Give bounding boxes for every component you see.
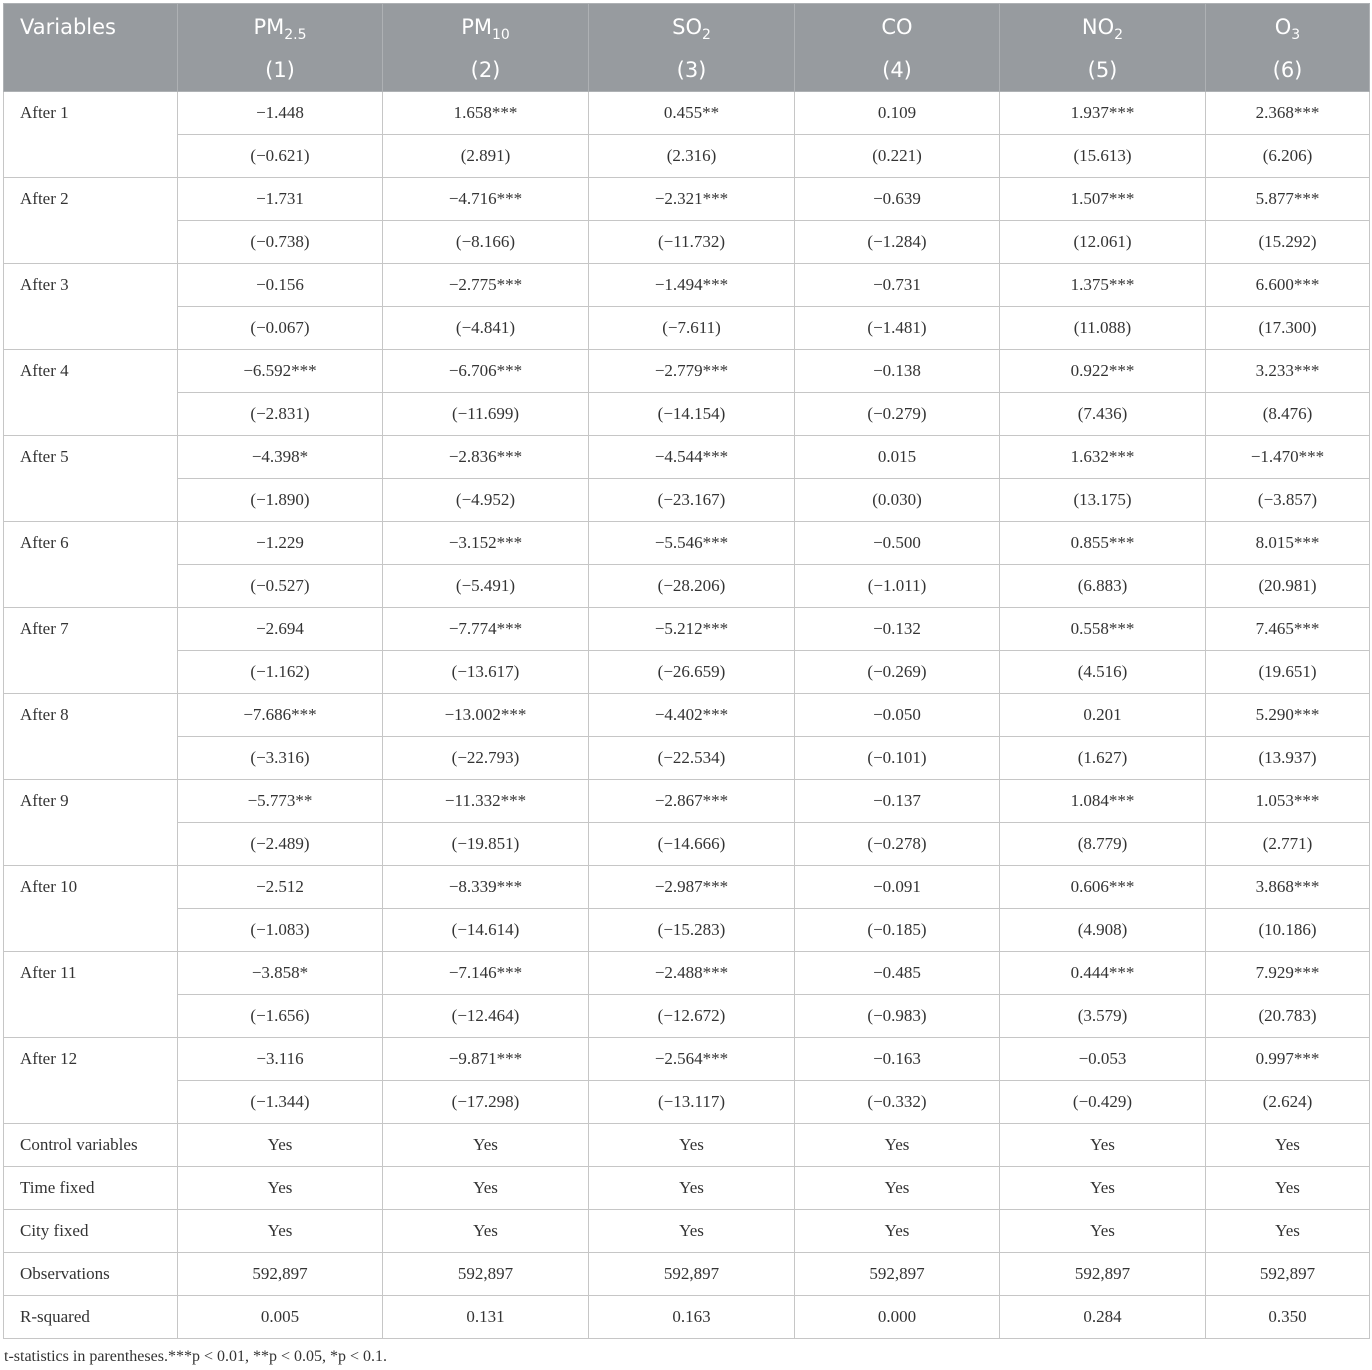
coefficient-row	[4, 952, 1370, 995]
row-label	[4, 651, 178, 694]
table-cell: 3.233***	[1206, 350, 1370, 393]
row-label: After 3	[4, 264, 178, 307]
table-cell: (−1.083)	[178, 909, 383, 952]
summary-row	[4, 1124, 1370, 1167]
table-cell: 6.600***	[1206, 264, 1370, 307]
table-cell: Yes	[589, 1210, 795, 1253]
table-cell: (−15.283)	[589, 909, 795, 952]
table-cell: (−22.793)	[383, 737, 589, 780]
table-cell: (3.579)	[1000, 995, 1206, 1038]
table-cell: 592,897	[383, 1253, 589, 1296]
table-cell: −0.132	[795, 608, 1000, 651]
t-statistic-row	[4, 393, 1370, 436]
pollutant-subscript: 2.5	[284, 26, 307, 43]
table-cell: (−13.117)	[589, 1081, 795, 1124]
row-label: Time fixed	[4, 1167, 178, 1210]
pollutant-name: PM	[253, 14, 285, 39]
summary-row	[4, 1296, 1370, 1339]
table-cell: −2.564***	[589, 1038, 795, 1081]
column-header-pollutant	[589, 4, 795, 50]
table-cell: (−23.167)	[589, 479, 795, 522]
table-cell: (−1.344)	[178, 1081, 383, 1124]
pollutant-name: SO	[672, 14, 702, 39]
table-cell: (15.613)	[1000, 135, 1206, 178]
t-statistic-row	[4, 823, 1370, 866]
column-number: (5)	[1000, 49, 1206, 92]
table-cell: (11.088)	[1000, 307, 1206, 350]
row-label	[4, 909, 178, 952]
table-body	[4, 92, 1370, 1339]
table-cell: (−0.101)	[795, 737, 1000, 780]
table-cell: (−0.332)	[795, 1081, 1000, 1124]
table-cell: 0.284	[1000, 1296, 1206, 1339]
table-cell: −7.774***	[383, 608, 589, 651]
table-cell: −2.694	[178, 608, 383, 651]
table-cell: (−0.067)	[178, 307, 383, 350]
table-cell: −0.138	[795, 350, 1000, 393]
table-cell: (−1.162)	[178, 651, 383, 694]
t-statistic-row	[4, 479, 1370, 522]
table-cell: (−1.481)	[795, 307, 1000, 350]
coefficient-row	[4, 178, 1370, 221]
table-cell: (−13.617)	[383, 651, 589, 694]
table-cell: (−5.491)	[383, 565, 589, 608]
table-cell: Yes	[178, 1124, 383, 1167]
table-cell: 1.375***	[1000, 264, 1206, 307]
table-cell: (−3.857)	[1206, 479, 1370, 522]
table-cell: (2.771)	[1206, 823, 1370, 866]
table-cell: (−12.464)	[383, 995, 589, 1038]
table-cell: −8.339***	[383, 866, 589, 909]
row-label	[4, 221, 178, 264]
table-cell: (−0.279)	[795, 393, 1000, 436]
table-cell: −11.332***	[383, 780, 589, 823]
table-cell: −3.152***	[383, 522, 589, 565]
table-cell: Yes	[1206, 1210, 1370, 1253]
table-cell: −1.731	[178, 178, 383, 221]
table-cell: (−8.166)	[383, 221, 589, 264]
table-cell: (−14.154)	[589, 393, 795, 436]
table-cell: −5.546***	[589, 522, 795, 565]
row-label: After 2	[4, 178, 178, 221]
row-label: Observations	[4, 1253, 178, 1296]
table-cell: −2.321***	[589, 178, 795, 221]
pollutant-name: O	[1274, 14, 1292, 39]
table-cell: −0.091	[795, 866, 1000, 909]
table-cell: 0.015	[795, 436, 1000, 479]
table-cell: 592,897	[1000, 1253, 1206, 1296]
coefficient-row	[4, 1038, 1370, 1081]
table-cell: 0.444***	[1000, 952, 1206, 995]
table-cell: Yes	[795, 1210, 1000, 1253]
table-cell: (−7.611)	[589, 307, 795, 350]
table-cell: 592,897	[589, 1253, 795, 1296]
pollutant-subscript: 2	[1114, 26, 1124, 43]
t-statistic-row	[4, 565, 1370, 608]
table-cell: (−0.527)	[178, 565, 383, 608]
table-cell: 1.632***	[1000, 436, 1206, 479]
table-cell: −4.716***	[383, 178, 589, 221]
table-cell: 0.855***	[1000, 522, 1206, 565]
variables-header: Variables	[4, 4, 178, 50]
table-cell: (−0.185)	[795, 909, 1000, 952]
table-cell: Yes	[1206, 1124, 1370, 1167]
table-cell: −0.163	[795, 1038, 1000, 1081]
table-cell: (−17.298)	[383, 1081, 589, 1124]
table-cell: 592,897	[1206, 1253, 1370, 1296]
row-label	[4, 565, 178, 608]
table-cell: (8.476)	[1206, 393, 1370, 436]
table-cell: 3.868***	[1206, 866, 1370, 909]
coefficient-row	[4, 522, 1370, 565]
column-header-pollutant	[1206, 4, 1370, 50]
row-label: City fixed	[4, 1210, 178, 1253]
table-cell: (13.175)	[1000, 479, 1206, 522]
coefficient-row	[4, 264, 1370, 307]
table-cell: −3.858*	[178, 952, 383, 995]
table-cell: −2.779***	[589, 350, 795, 393]
table-cell: 592,897	[178, 1253, 383, 1296]
coefficient-row	[4, 436, 1370, 479]
row-label	[4, 995, 178, 1038]
table-cell: −4.398*	[178, 436, 383, 479]
table-cell: (20.783)	[1206, 995, 1370, 1038]
column-number: (6)	[1206, 49, 1370, 92]
table-cell: (−1.656)	[178, 995, 383, 1038]
table-cell: Yes	[1000, 1210, 1206, 1253]
table-cell: Yes	[178, 1210, 383, 1253]
column-number: (3)	[589, 49, 795, 92]
table-cell: 1.507***	[1000, 178, 1206, 221]
row-label	[4, 135, 178, 178]
row-label: After 7	[4, 608, 178, 651]
table-cell: −3.116	[178, 1038, 383, 1081]
table-cell: −2.488***	[589, 952, 795, 995]
table-cell: Yes	[589, 1167, 795, 1210]
table-cell: −5.212***	[589, 608, 795, 651]
table-cell: −0.156	[178, 264, 383, 307]
table-cell: (2.624)	[1206, 1081, 1370, 1124]
table-cell: (1.627)	[1000, 737, 1206, 780]
table-cell: −6.592***	[178, 350, 383, 393]
table-cell: −1.229	[178, 522, 383, 565]
table-cell: 0.350	[1206, 1296, 1370, 1339]
table-cell: (−0.738)	[178, 221, 383, 264]
table-cell: (−3.316)	[178, 737, 383, 780]
table-cell: −7.686***	[178, 694, 383, 737]
table-cell: Yes	[795, 1124, 1000, 1167]
table-cell: (−0.983)	[795, 995, 1000, 1038]
table-cell: (2.316)	[589, 135, 795, 178]
table-cell: (−12.672)	[589, 995, 795, 1038]
table-cell: Yes	[178, 1167, 383, 1210]
row-label	[4, 737, 178, 780]
table-cell: 0.109	[795, 92, 1000, 135]
t-statistic-row	[4, 651, 1370, 694]
table-cell: 0.922***	[1000, 350, 1206, 393]
table-cell: −7.146***	[383, 952, 589, 995]
summary-row	[4, 1253, 1370, 1296]
table-cell: 0.558***	[1000, 608, 1206, 651]
table-cell: (−0.269)	[795, 651, 1000, 694]
table-cell: Yes	[795, 1167, 1000, 1210]
table-cell: −5.773**	[178, 780, 383, 823]
table-cell: (10.186)	[1206, 909, 1370, 952]
coefficient-row	[4, 608, 1370, 651]
table-cell: Yes	[1000, 1124, 1206, 1167]
table-cell: −2.836***	[383, 436, 589, 479]
table-cell: (4.516)	[1000, 651, 1206, 694]
coefficient-row	[4, 350, 1370, 393]
table-cell: (6.206)	[1206, 135, 1370, 178]
row-label	[4, 1081, 178, 1124]
table-header	[4, 4, 1370, 92]
table-cell: −0.053	[1000, 1038, 1206, 1081]
table-cell: 0.000	[795, 1296, 1000, 1339]
table-cell: Yes	[383, 1124, 589, 1167]
table-cell: (−28.206)	[589, 565, 795, 608]
t-statistic-row	[4, 1081, 1370, 1124]
table-cell: 2.368***	[1206, 92, 1370, 135]
table-cell: 0.606***	[1000, 866, 1206, 909]
pollutant-subscript: 3	[1291, 26, 1301, 43]
table-cell: 592,897	[795, 1253, 1000, 1296]
pollutant-name: NO	[1081, 14, 1115, 39]
table-cell: 0.455**	[589, 92, 795, 135]
row-label: After 4	[4, 350, 178, 393]
table-cell: (−22.534)	[589, 737, 795, 780]
row-label: After 5	[4, 436, 178, 479]
pollutant-name: PM	[461, 14, 492, 39]
row-label	[4, 393, 178, 436]
table-cell: (19.651)	[1206, 651, 1370, 694]
table-cell: (−19.851)	[383, 823, 589, 866]
table-cell: −9.871***	[383, 1038, 589, 1081]
table-cell: 7.929***	[1206, 952, 1370, 995]
table-cell: Yes	[383, 1167, 589, 1210]
table-cell: Yes	[1000, 1167, 1206, 1210]
table-cell: −6.706***	[383, 350, 589, 393]
regression-table	[3, 3, 1370, 1339]
table-cell: (−4.841)	[383, 307, 589, 350]
pollutant-subscript: 2	[701, 26, 711, 43]
row-label: R-squared	[4, 1296, 178, 1339]
table-cell: (−26.659)	[589, 651, 795, 694]
table-cell: 0.201	[1000, 694, 1206, 737]
row-label: After 6	[4, 522, 178, 565]
column-header-pollutant	[795, 4, 1000, 50]
column-number: (1)	[178, 49, 383, 92]
pollutant-name: CO	[881, 14, 913, 39]
pollutant-subscript: 10	[491, 26, 510, 43]
table-cell: (−11.732)	[589, 221, 795, 264]
row-label	[4, 307, 178, 350]
table-cell: (−2.831)	[178, 393, 383, 436]
table-cell: 5.877***	[1206, 178, 1370, 221]
row-label: After 12	[4, 1038, 178, 1081]
table-cell: (17.300)	[1206, 307, 1370, 350]
coefficient-row	[4, 780, 1370, 823]
table-cell: (7.436)	[1000, 393, 1206, 436]
column-header-pollutant	[1000, 4, 1206, 50]
t-statistic-row	[4, 909, 1370, 952]
table-cell: (20.981)	[1206, 565, 1370, 608]
summary-row	[4, 1167, 1370, 1210]
column-header-pollutant	[178, 4, 383, 50]
table-cell: −0.639	[795, 178, 1000, 221]
row-label: After 9	[4, 780, 178, 823]
coefficient-row	[4, 92, 1370, 135]
table-cell: (−1.284)	[795, 221, 1000, 264]
table-cell: −0.485	[795, 952, 1000, 995]
table-cell: 0.997***	[1206, 1038, 1370, 1081]
table-cell: (−0.278)	[795, 823, 1000, 866]
summary-row	[4, 1210, 1370, 1253]
table-cell: (15.292)	[1206, 221, 1370, 264]
table-cell: Yes	[383, 1210, 589, 1253]
table-cell: Yes	[589, 1124, 795, 1167]
table-cell: −13.002***	[383, 694, 589, 737]
table-cell: (−1.011)	[795, 565, 1000, 608]
coefficient-row	[4, 866, 1370, 909]
table-cell: 1.053***	[1206, 780, 1370, 823]
table-cell: 7.465***	[1206, 608, 1370, 651]
table-cell: −1.448	[178, 92, 383, 135]
table-cell: −0.500	[795, 522, 1000, 565]
table-cell: 0.005	[178, 1296, 383, 1339]
table-cell: (−11.699)	[383, 393, 589, 436]
t-statistic-row	[4, 135, 1370, 178]
table-cell: −0.050	[795, 694, 1000, 737]
table-cell: −0.731	[795, 264, 1000, 307]
column-header-pollutant	[383, 4, 589, 50]
table-cell: −4.544***	[589, 436, 795, 479]
row-label: After 8	[4, 694, 178, 737]
table-cell: (4.908)	[1000, 909, 1206, 952]
row-label: After 11	[4, 952, 178, 995]
table-cell: 8.015***	[1206, 522, 1370, 565]
table-cell: 5.290***	[1206, 694, 1370, 737]
row-label: Control variables	[4, 1124, 178, 1167]
t-statistic-row	[4, 737, 1370, 780]
coefficient-row	[4, 694, 1370, 737]
table-cell: (−0.621)	[178, 135, 383, 178]
table-cell: Yes	[1206, 1167, 1370, 1210]
table-cell: −2.867***	[589, 780, 795, 823]
table-cell: (−14.614)	[383, 909, 589, 952]
row-label: After 10	[4, 866, 178, 909]
table-cell: −2.512	[178, 866, 383, 909]
table-cell: (8.779)	[1000, 823, 1206, 866]
table-cell: −2.987***	[589, 866, 795, 909]
table-cell: −4.402***	[589, 694, 795, 737]
table-footnote: t-statistics in parentheses.***p < 0.01, **p < 0.05, *p < 0.1.	[4, 1348, 388, 1365]
row-label: After 1	[4, 92, 178, 135]
table-cell: 0.131	[383, 1296, 589, 1339]
table-cell: (12.061)	[1000, 221, 1206, 264]
table-cell: (6.883)	[1000, 565, 1206, 608]
table-cell: (−2.489)	[178, 823, 383, 866]
table-cell: −1.494***	[589, 264, 795, 307]
table-cell: −2.775***	[383, 264, 589, 307]
table-cell: (−1.890)	[178, 479, 383, 522]
row-label	[4, 823, 178, 866]
table-cell: 0.163	[589, 1296, 795, 1339]
t-statistic-row	[4, 307, 1370, 350]
table-cell: 1.084***	[1000, 780, 1206, 823]
table-cell: (0.221)	[795, 135, 1000, 178]
t-statistic-row	[4, 995, 1370, 1038]
table-cell: −0.137	[795, 780, 1000, 823]
table-cell: −1.470***	[1206, 436, 1370, 479]
t-statistic-row	[4, 221, 1370, 264]
table-cell: 1.658***	[383, 92, 589, 135]
table-cell: (−14.666)	[589, 823, 795, 866]
row-label	[4, 479, 178, 522]
table-cell: (−4.952)	[383, 479, 589, 522]
table-cell: (2.891)	[383, 135, 589, 178]
column-number: (4)	[795, 49, 1000, 92]
table-cell: (−0.429)	[1000, 1081, 1206, 1124]
variables-header-blank	[4, 49, 178, 92]
table-cell: (0.030)	[795, 479, 1000, 522]
column-number: (2)	[383, 49, 589, 92]
table-cell: 1.937***	[1000, 92, 1206, 135]
table-cell: (13.937)	[1206, 737, 1370, 780]
